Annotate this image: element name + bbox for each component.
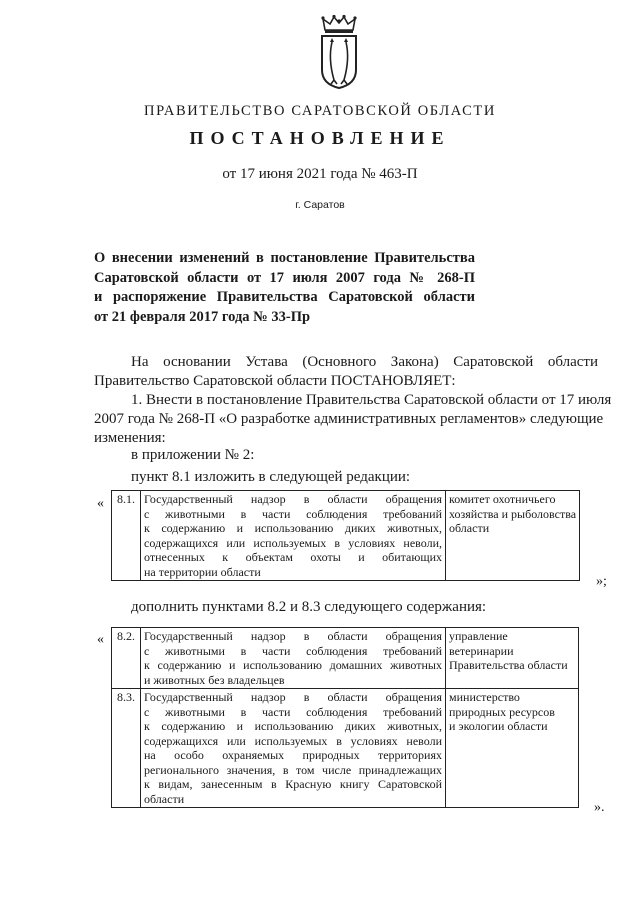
cell-line: управление bbox=[449, 629, 508, 643]
quote-close: »; bbox=[596, 574, 607, 589]
cell-line: содержащихся или используемых в условиях неволи bbox=[144, 733, 442, 748]
paragraph-appendix: в приложении № 2: bbox=[131, 447, 255, 463]
heading-line: Саратовской области от 17 июля 2007 года № 268-П bbox=[94, 269, 475, 286]
paragraph-line: 2007 года № 268-П «О разработке административных регламентов» следующие bbox=[94, 411, 604, 427]
document-heading bbox=[94, 249, 475, 327]
table-row bbox=[112, 689, 579, 808]
table-row bbox=[112, 628, 579, 689]
cell-line: природных ресурсов bbox=[449, 704, 555, 719]
paragraph-line: Правительство Саратовской области ПОСТАНОВЛЯЕТ: bbox=[94, 373, 456, 389]
document-date-number: от 17 июня 2021 года № 463-П bbox=[222, 166, 418, 182]
paragraph-points-8-2-8-3: дополнить пунктами 8.2 и 8.3 следующего содержания: bbox=[131, 599, 487, 615]
amendment-table-1 bbox=[111, 490, 580, 581]
cell-line: на территории области bbox=[144, 564, 261, 579]
paragraph-line: 1. Внести в постановление Правительства Саратовской области от 17 июля bbox=[131, 392, 612, 408]
heading-line: от 21 февраля 2017 года № 33-Пр bbox=[94, 308, 311, 325]
cell-line: Государственный надзор в области обращения bbox=[144, 492, 442, 506]
cell-line: ветеринарии bbox=[449, 643, 514, 658]
paragraph-item-1 bbox=[94, 391, 612, 448]
amendment-table-2 bbox=[111, 627, 579, 808]
table-cell-responsible bbox=[446, 628, 579, 689]
table-cell-responsible bbox=[446, 689, 579, 808]
cell-line: к содержанию и использованию диких животных, bbox=[144, 719, 442, 733]
table-cell-description bbox=[141, 491, 446, 581]
cell-line: Правительства области bbox=[449, 658, 568, 672]
cell-line: к видам, занесенным в Красную книгу Саратовской bbox=[144, 777, 442, 791]
table-cell-description bbox=[141, 628, 446, 689]
quote-open: « bbox=[97, 496, 104, 511]
cell-line: комитет охотничьего bbox=[449, 492, 556, 506]
table-cell-number: 8.3. bbox=[112, 689, 141, 808]
cell-line: Государственный надзор в области обращения bbox=[144, 690, 442, 704]
cell-line: с животными в части соблюдения требований bbox=[144, 506, 442, 521]
organization-name: ПРАВИТЕЛЬСТВО САРАТОВСКОЙ ОБЛАСТИ bbox=[144, 103, 496, 119]
table-cell-number: 8.1. bbox=[112, 491, 141, 581]
document-city: г. Саратов bbox=[295, 199, 345, 211]
cell-line: на особо охраняемых природных территориях bbox=[144, 748, 442, 762]
cell-line: к содержанию и использованию диких животных, bbox=[144, 521, 442, 535]
cell-line: хозяйства и рыболовства bbox=[449, 506, 577, 521]
cell-line: и экологии области bbox=[449, 719, 548, 733]
cell-line: министерство bbox=[449, 690, 520, 704]
heading-line: О внесении изменений в постановление Правительства bbox=[94, 250, 475, 266]
heading-line: и распоряжение Правительства Саратовской области bbox=[94, 289, 475, 305]
document-type: ПОСТАНОВЛЕНИЕ bbox=[189, 128, 451, 148]
quote-close: ». bbox=[594, 800, 605, 815]
cell-line: с животными в части соблюдения требований bbox=[144, 704, 442, 719]
table-row bbox=[112, 491, 580, 581]
coat-of-arms-icon bbox=[316, 14, 362, 90]
paragraph-line: изменения: bbox=[94, 430, 166, 446]
cell-line: области bbox=[144, 791, 185, 806]
paragraph-line: На основании Устава (Основного Закона) Саратовской области bbox=[131, 354, 598, 370]
cell-line: области bbox=[449, 521, 490, 535]
cell-line: регионального значения, в том числе принадлежащих bbox=[144, 762, 442, 777]
cell-line: к содержанию и использованию домашних животных bbox=[144, 658, 442, 672]
table-cell-description bbox=[141, 689, 446, 808]
paragraph-point-8-1: пункт 8.1 изложить в следующей редакции: bbox=[131, 469, 411, 485]
quote-open: « bbox=[97, 632, 104, 647]
table-cell-responsible bbox=[446, 491, 580, 581]
cell-line: Государственный надзор в области обращения bbox=[144, 629, 442, 643]
cell-line: содержащихся или используемых в условиях неволи, bbox=[144, 535, 442, 550]
cell-line: отнесенных к объектам охоты и обитающих bbox=[144, 550, 442, 564]
paragraph-preamble bbox=[94, 353, 598, 391]
cell-line: с животными в части соблюдения требований bbox=[144, 643, 442, 658]
table-cell-number: 8.2. bbox=[112, 628, 141, 689]
cell-line: и животных без владельцев bbox=[144, 672, 285, 687]
